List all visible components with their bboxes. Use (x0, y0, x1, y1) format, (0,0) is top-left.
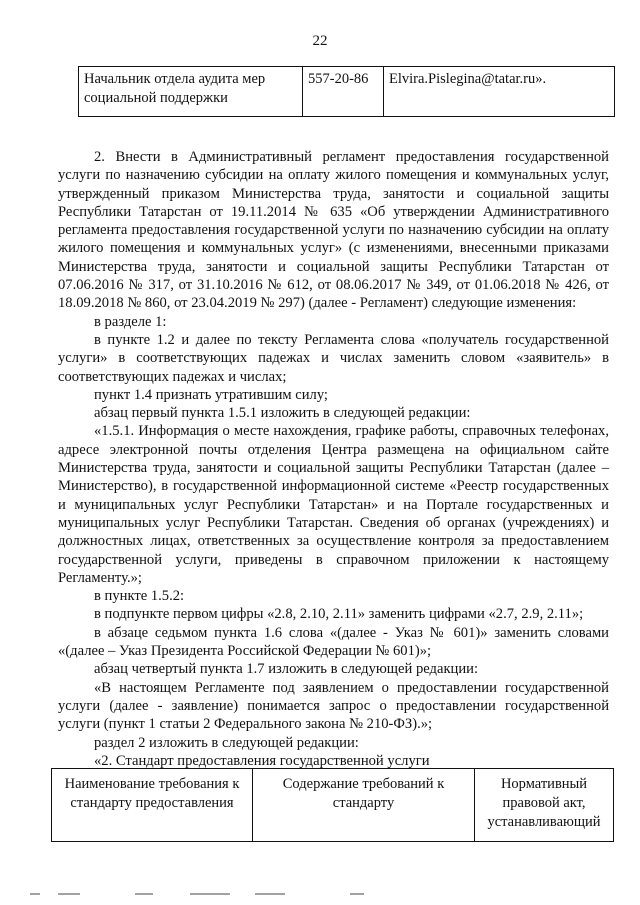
paragraph: «В настоящем Регламенте под заявлением о предоставлении государственной услуги (далее - заявление) понимается запрос о предоставлении государственной услуги (пункт 1 статьи 2 Федерального закона № 210-ФЗ).»; (58, 679, 609, 733)
paragraph: абзац первый пункта 1.5.1 изложить в следующей редакции: (94, 405, 471, 422)
paragraph: раздел 2 изложить в следующей редакции: (94, 734, 359, 751)
header-cell: Наименование требования к стандарту предоставления (52, 769, 253, 842)
standard-table (51, 768, 614, 842)
header-cell: Нормативный правовой акт, устанавливающий (475, 769, 614, 842)
paragraph: в пункте 1.5.2: (94, 588, 185, 605)
document-body (58, 148, 609, 770)
paragraph: «1.5.1. Информация о месте нахождения, графике работы, справочных телефонах, адресе электронной почты отделения Центра размещена на официальном сайте Министерства труда, занятости и социальной защиты Республики Татарстан (далее – Министерство), в государственной информационной системе «Реестр государственных и муниципальных услуг Республики Татарстан» и на Портале государственных и муниципальных услуг Республики Татарстан. Сведения об органах (учреждениях) и должностных лицах, ответственных за осуществление контроля за предоставлением государственной услуги, приведены в справочном приложении к настоящему Регламенту.»; (58, 423, 609, 586)
paragraph: 2. Внести в Административный регламент предоставления государственной услуги по назначению субсидии на оплату жилого помещения и коммунальных услуг, утвержденный приказом Министерства труда, занятости и социальной защиты Республики Татарстан от 19.11.2014 № 635 «Об утверждении Административного регламента предоставления государственной услуги по назначению субсидии на оплату жилого помещения и коммунальных услуг» (с изменениями, внесенными приказами Министерства труда, занятости и социальной защиты Республики Татарстан от 07.06.2016 № 317, от 31.10.2016 № 612, от 08.06.2017 № 349, от 01.06.2018 № 426, от 18.09.2018 № 860, от 23.04.2019 № 297) (далее - Регламент) следующие изменения: (58, 149, 609, 312)
standard-table-header-row (52, 769, 614, 842)
section-heading: «2. Стандарт предоставления государственной услуги (94, 752, 430, 769)
contact-email: Elvira.Pislegina@tatar.ru». (384, 67, 615, 117)
contact-row (79, 67, 615, 117)
contact-position: Начальник отдела аудита мер социальной поддержки (79, 67, 303, 117)
paragraph: в абзаце седьмом пункта 1.6 слова «(далее - Указ № 601)» заменить словами «(далее – Указ Президента Российской Федерации № 601)»; (58, 624, 609, 660)
paragraph: в пункте 1.2 и далее по тексту Регламента слова «получатель государственной услуги» в соответствующих падежах и числах заменить словом «заявитель» в соответствующих падежах и числах; (58, 331, 609, 385)
header-cell: Содержание требований к стандарту (253, 769, 475, 842)
paragraph: абзац четвертый пункта 1.7 изложить в следующей редакции: (94, 661, 479, 678)
scan-artifact (0, 888, 640, 900)
page-number: 22 (312, 33, 328, 49)
paragraph: в подпункте первом цифры «2.8, 2.10, 2.11» заменить цифрами «2.7, 2.9, 2.11»; (94, 606, 584, 623)
contact-phone: 557-20-86 (303, 67, 384, 117)
paragraph: пункт 1.4 признать утратившим силу; (94, 386, 328, 403)
paragraph: в разделе 1: (94, 313, 167, 330)
contact-table (78, 66, 615, 117)
